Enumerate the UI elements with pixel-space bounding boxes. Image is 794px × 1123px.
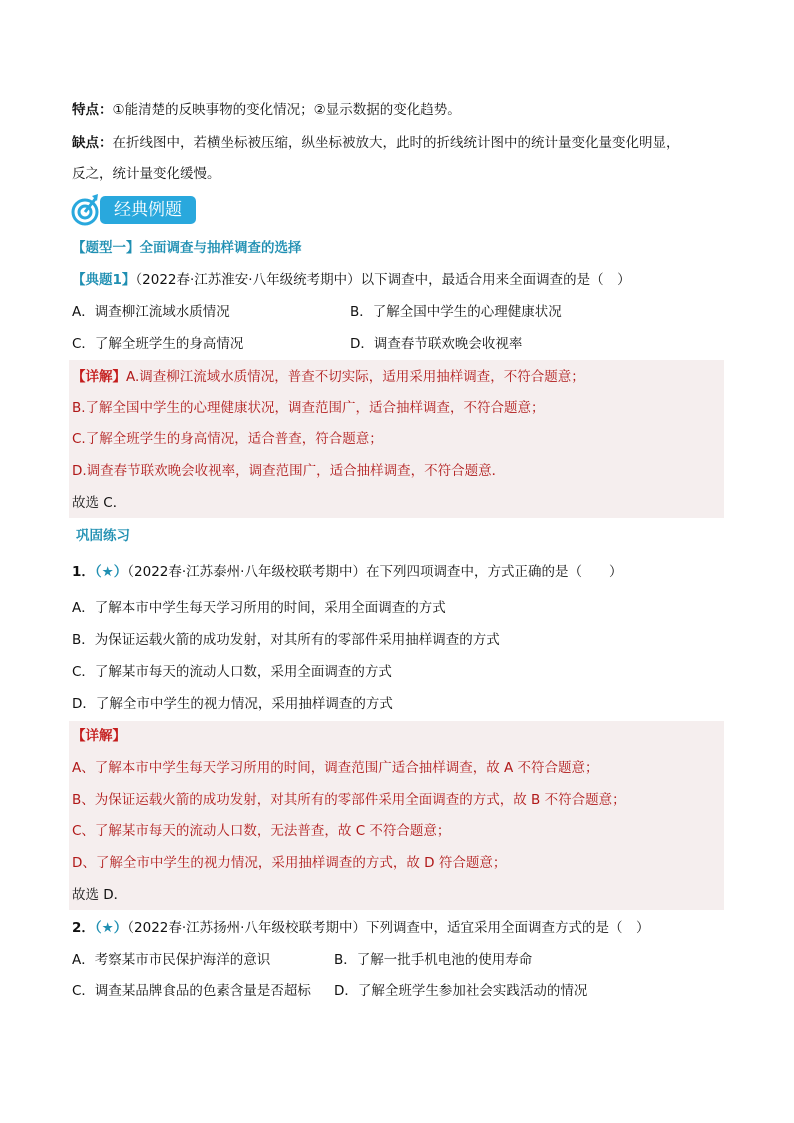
q2-star: （★） (94, 920, 128, 936)
q1-detail-line-d: D、了解全市中学生的视力情况，采用抽样调查的方式，故 D 符合题意； (72, 855, 507, 871)
practice-title: 巩固练习 (76, 528, 130, 544)
q1-detail-tag: 【详解】 (72, 728, 126, 744)
example1-option-d: D．调查春节联欢晚会收视率 (350, 336, 523, 352)
drawback-text-1: 在折线图中，若横坐标被压缩，纵坐标被放大，此时的折线统计图中的统计量变化量变化明显， (112, 135, 680, 151)
q2-text: （2022春·江苏扬州·八年级校联考期中）下列调查中，适宜采用全面调查方式的是（ ） (127, 920, 650, 936)
q1-option-d: D．了解全市中学生的视力情况，采用抽样调查的方式 (72, 696, 393, 712)
q2-option-c: C．调查某品牌食品的色素含量是否超标 (72, 983, 311, 999)
example1-detail-text-a: A.调查柳江流域水质情况，普查不切实际，适用采用抽样调查，不符合题意； (126, 369, 585, 385)
q1-answer: 故选 D． (72, 887, 128, 903)
q1-text: （2022春·江苏泰州·八年级校联考期中）在下列四项调查中，方式正确的是（ ） (127, 564, 623, 580)
section-header: 经典例题 (100, 196, 196, 224)
example1-question (72, 270, 631, 290)
example1-detail-line-d: D.调查春节联欢晚会收视率，调查范围广，适合抽样调查，不符合题意． (72, 463, 506, 479)
target-icon (70, 192, 100, 228)
q1-question (72, 562, 622, 582)
example1-detail-tag: 【详解】 (72, 369, 126, 385)
q2-option-a: A．考察某市市民保护海洋的意识 (72, 952, 271, 968)
q1-detail-line-a: A、了解本市中学生每天学习所用的时间，调查范围广适合抽样调查，故 A 不符合题意； (72, 760, 599, 776)
q1-detail-line-c: C、了解某市每天的流动人口数，无法普查，故 C 不符合题意； (72, 823, 451, 839)
q1-num: 1． (72, 564, 95, 580)
example1-option-a: A．调查柳江流域水质情况 (72, 304, 230, 320)
example1-answer: 故选 C． (72, 495, 127, 511)
q1-option-c: C．了解某市每天的流动人口数，采用全面调查的方式 (72, 664, 392, 680)
features-line (72, 100, 461, 120)
q2-option-d: D．了解全班学生参加社会实践活动的情况 (334, 983, 588, 999)
features-text: ①能清楚的反映事物的变化情况；②显示数据的变化趋势。 (112, 102, 461, 118)
example1-text: （2022春·江苏淮安·八年级统考期中）以下调查中，最适合用来全面调查的是（ ） (135, 272, 631, 288)
type1-title: 【题型一】全面调查与抽样调查的选择 (72, 240, 302, 256)
example1-detail-line-b: B.了解全国中学生的心理健康状况，调查范围广，适合抽样调查，不符合题意； (72, 400, 545, 416)
q1-detail-box (69, 721, 724, 910)
q1-star: （★） (94, 564, 128, 580)
example1-tag: 【典题1】 (72, 272, 136, 288)
q2-question (72, 918, 649, 938)
example1-detail-line-c: C.了解全班学生的身高情况，适合普查，符合题意； (72, 431, 383, 447)
drawback-label: 缺点： (72, 135, 113, 151)
q2-option-b: B．了解一批手机电池的使用寿命 (334, 952, 533, 968)
q2-num: 2． (72, 920, 95, 936)
q1-detail-line-b: B、为保证运载火箭的成功发射，对其所有的零部件采用全面调查的方式，故 B 不符合题意； (72, 792, 626, 808)
drawback-line-2: 反之，统计量变化缓慢。 (72, 166, 221, 182)
drawback-line-1 (72, 133, 680, 153)
features-label: 特点： (72, 102, 113, 118)
example1-option-b: B．了解全国中学生的心理健康状况 (350, 304, 562, 320)
q1-option-a: A．了解本市中学生每天学习所用的时间，采用全面调查的方式 (72, 600, 446, 616)
q1-option-b: B．为保证运载火箭的成功发射，对其所有的零部件采用抽样调查的方式 (72, 632, 500, 648)
example1-option-c: C．了解全班学生的身高情况 (72, 336, 244, 352)
example1-detail-line-a (72, 367, 585, 387)
